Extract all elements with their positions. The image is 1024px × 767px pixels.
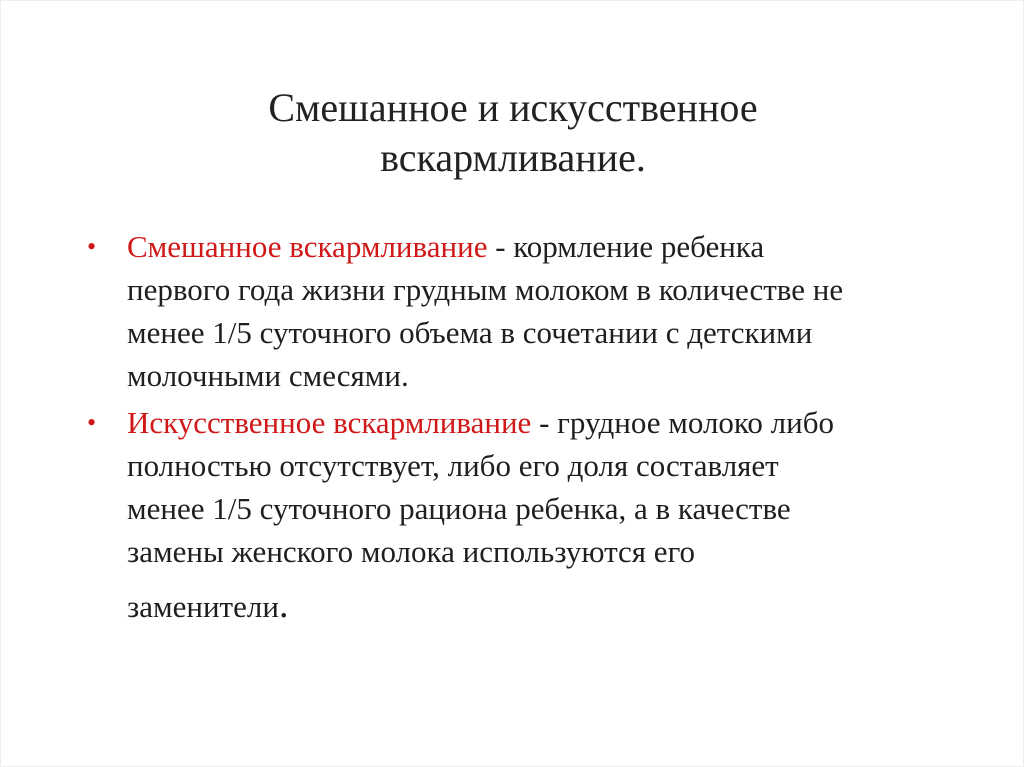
slide-title bbox=[1, 83, 1024, 183]
title-line-1: Смешанное и искусственное bbox=[268, 85, 758, 130]
bullet-1-line-2: первого года жизни грудным молоком в количестве не bbox=[127, 272, 844, 307]
bullet-2-line-1-rest: - грудное молоко либо bbox=[531, 405, 835, 440]
bullet-1-line-1-rest: - кормление ребенка bbox=[487, 229, 765, 264]
term-mixed-feeding: Смешанное вскармливание bbox=[127, 229, 488, 264]
bullet-list bbox=[87, 225, 947, 628]
bullet-1-line-3: менее 1/5 суточного объема в сочетании с детскими bbox=[127, 315, 813, 350]
bullet-artificial-feeding bbox=[87, 401, 947, 628]
bullet-1-line-1 bbox=[127, 225, 947, 268]
bullet-1-line-4: молочными смесями. bbox=[127, 358, 409, 393]
bullet-2-line-4: замены женского молока используются его bbox=[127, 534, 696, 569]
bullet-2-final-period: . bbox=[278, 584, 289, 626]
bullet-2-line-3: менее 1/5 суточного рациона ребенка, а в качестве bbox=[127, 491, 791, 526]
bullet-2-line-2: полностью отсутствует, либо его доля составляет bbox=[127, 448, 779, 483]
bullet-mixed-feeding bbox=[87, 225, 947, 397]
bullet-2-line-5-text: заменители bbox=[127, 589, 279, 624]
bullet-icon: • bbox=[87, 232, 97, 261]
bullet-icon: • bbox=[87, 408, 97, 437]
term-artificial-feeding: Искусственное вскармливание bbox=[127, 405, 532, 440]
bullet-2-line-5 bbox=[127, 585, 947, 628]
title-line-2: вскармливание. bbox=[380, 135, 646, 180]
bullet-2-line-1 bbox=[127, 401, 947, 444]
